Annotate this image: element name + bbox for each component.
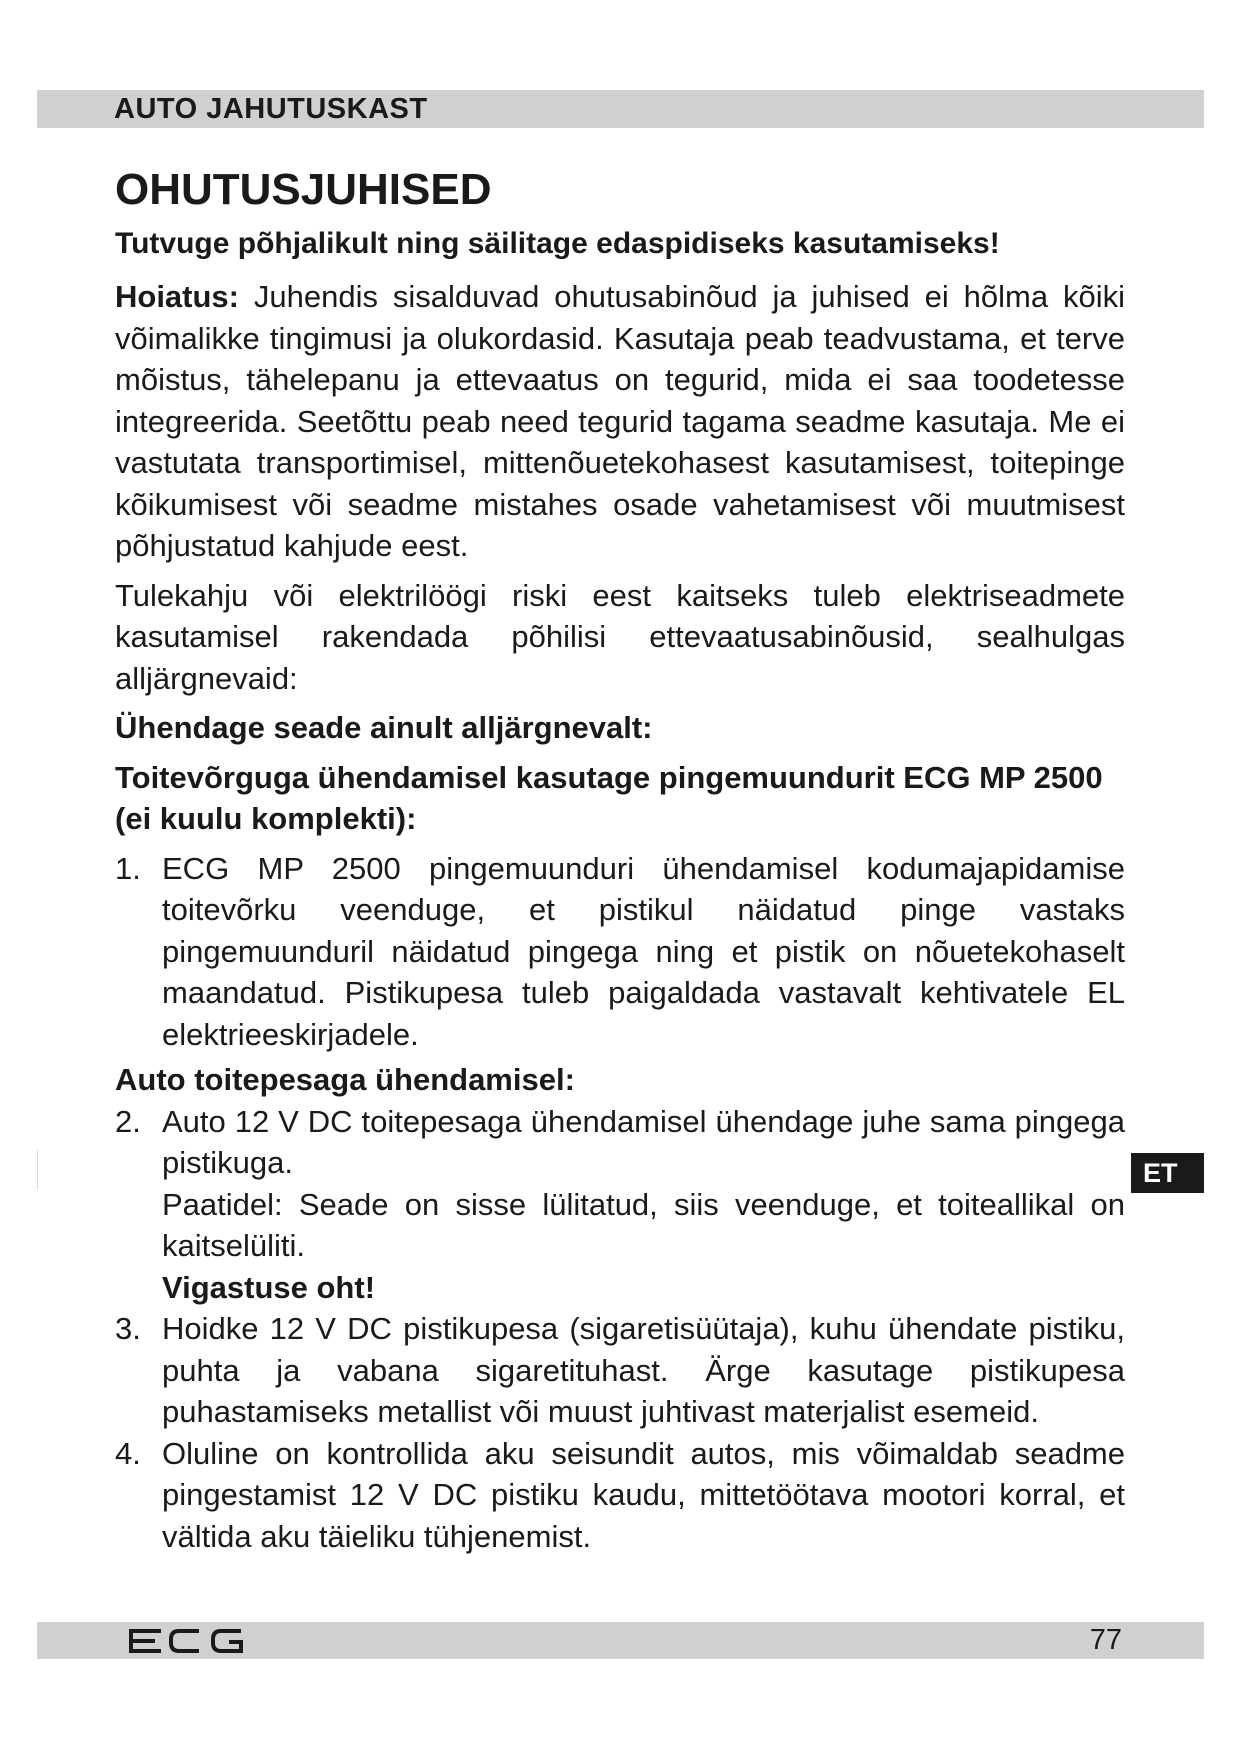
list-item	[115, 1308, 1125, 1433]
list-item-text: Hoidke 12 V DC pistikupesa (sigaretisüütaja), kuhu ühendate pistiku, puhta ja vabana sigaretituhast. Ärge kasutage pistikupesa puhastamiseks metallist või muust juhtivast materjalist esemeid.	[162, 1311, 1125, 1429]
boat-note: Paatidel: Seade on sisse lülitatud, siis veenduge, et toiteallikal on kaitselüliti.	[162, 1186, 1125, 1263]
page-number: 77	[1089, 1624, 1122, 1656]
list-item-text: Oluline on kontrollida aku seisundit autos, mis võimaldab seadme pingestamist 12 V DC pistiku kaudu, mittetöötava mootori korral, et vältida aku täieliku tühjenemist.	[162, 1435, 1125, 1554]
list-item-text: Auto 12 V DC toitepesaga ühendamisel ühendage juhe sama pingega pistikuga.	[162, 1103, 1125, 1180]
list-item	[115, 1433, 1125, 1558]
side-marker	[37, 1150, 38, 1190]
list-item-number: 1.	[115, 850, 141, 886]
ecg-logo	[129, 1629, 249, 1653]
list-item-text: ECG MP 2500 pingemuunduri ühendamisel kodumajapidamise toitevõrku veenduge, et pistikul näidatud pinge vastaks pingemuunduril näidatud pingega ning et pistik on nõuetekohaselt maandatud. Pistikupesa tuleb paigaldada vastavalt kehtivatele EL elektrieeskirjadele.	[162, 850, 1125, 1052]
car-heading: Auto toitepesaga ühendamisel:	[115, 1062, 575, 1097]
main-content	[115, 160, 1125, 1557]
list-item	[115, 848, 1125, 1056]
warning-paragraph	[115, 276, 1125, 567]
mains-heading: Toitevõrguga ühendamisel kasutage pingemuundurit ECG MP 2500 (ei kuulu komplekti):	[115, 759, 1103, 836]
footer-bar	[37, 1622, 1204, 1659]
warning-text: Juhendis sisalduvad ohutusabinõud ja juhised ei hõlma kõiki võimalikke tingimusi ja olukordasid. Kasutaja peab teadvustama, et terve mõistus, tähelepanu ja ettevaatus on tegurid, mida ei saa toodetesse integreerida. Seetõttu peab need tegurid tagama seadme kasutaja. Me ei vastutata transportimisel, mittenõuetekohasest kasutamisest, toitepinge kõikumisest või seadme mistahes osade vahetamisest või muutmisest põhjustatud kahjude eest.	[115, 279, 1125, 563]
connect-heading: Ühendage seade ainult alljärgnevalt:	[115, 710, 653, 745]
list-item-number: 3.	[115, 1311, 141, 1346]
warning-label: Hoiatus:	[115, 279, 239, 314]
list-item-number: 2.	[115, 1103, 141, 1139]
intro-paragraph: Tulekahju või elektrilöögi riski eest kaitseks tuleb elektriseadmete kasutamisel rakendada põhilisi ettevaatusabinõusid, sealhulgas alljärgnevaid:	[115, 577, 1125, 696]
subtitle: Tutvuge põhjalikult ning säilitage edaspidiseks kasutamiseks!	[115, 227, 1000, 260]
header-title: AUTO JAHUTUSKAST	[114, 93, 428, 125]
list-item	[115, 1101, 1125, 1184]
language-tab: ET	[1131, 1153, 1204, 1193]
header-bar	[37, 90, 1204, 128]
injury-warning: Vigastuse oht!	[162, 1269, 376, 1305]
list-item-number: 4.	[115, 1435, 141, 1471]
page-title: OHUTUSJUHISED	[115, 165, 492, 214]
